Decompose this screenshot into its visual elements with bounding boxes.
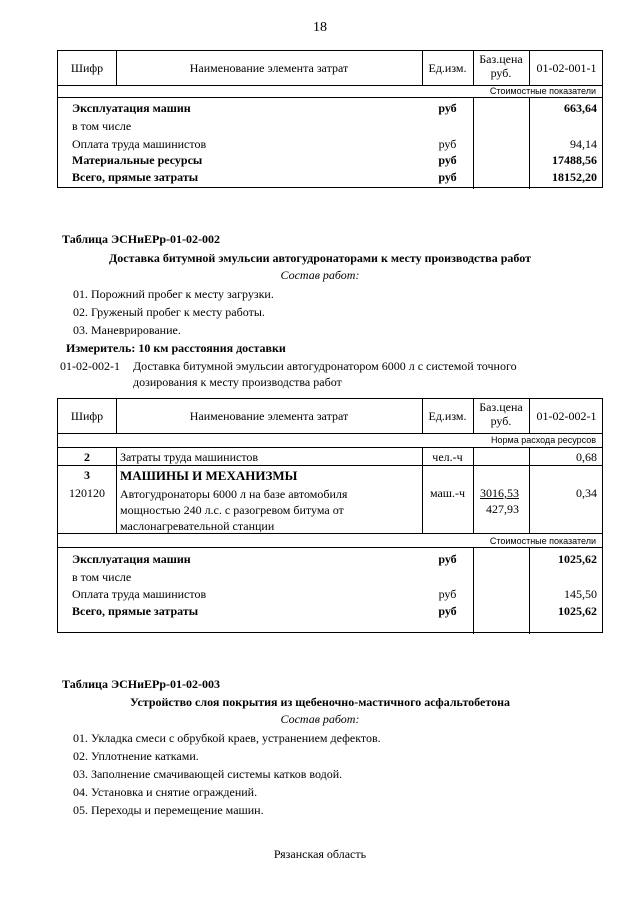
t1-row-value: 94,14 (570, 137, 597, 151)
t1-row-value: 663,64 (564, 101, 597, 115)
t2-row-name: Эксплуатация машин (72, 552, 191, 566)
work-step: 04. Установка и снятие ограждений. (73, 785, 258, 799)
machine-row-shifr: 120120 (69, 486, 105, 500)
t1-row-unit: руб (438, 101, 457, 115)
t2-row-unit: руб (438, 587, 457, 601)
t2-row-name: Оплата труда машинистов (72, 587, 207, 601)
header-shifr: Шифр (70, 61, 104, 75)
item-code: 01-02-002-1 (60, 359, 120, 373)
cost-table-1 (57, 50, 603, 188)
work-step: 02. Уплотнение катками. (73, 749, 199, 763)
machine-row-name: Автогудронаторы 6000 л на базе автомобиля мощностью 240 л.с. с разогревом битума от маслонагревательной станции (120, 487, 348, 533)
work-step: 03. Заполнение смачивающей системы катков водой. (73, 767, 343, 781)
work-step: 02. Груженый пробег к месту работы. (73, 305, 265, 319)
machines-group-name: МАШИНЫ И МЕХАНИЗМЫ (120, 468, 298, 483)
t1-row-unit: руб (438, 170, 457, 184)
table-title-003: Таблица ЭСНиЕРр-01-02-003 (62, 677, 221, 691)
t1-row-name: Эксплуатация машин (72, 101, 191, 115)
table2-section-label: Стоимостные показатели (489, 536, 596, 546)
t1-row-unit: руб (438, 153, 457, 167)
t1-row-name: Оплата труда машинистов (72, 137, 207, 151)
machine-row-price-bottom: 427,93 (486, 502, 519, 516)
t1-row-name: Материальные ресурсы (72, 153, 203, 167)
header-base-price: Баз.цена руб. (479, 400, 523, 428)
header-name: Наименование элемента затрат (189, 409, 349, 423)
t2-row-value: 1025,62 (558, 604, 597, 618)
page-footer: Рязанская область (273, 847, 367, 861)
section2-heading: Доставка битумной эмульсии автогудронаторами к месту производства работ (109, 251, 531, 265)
machines-group-shifr: 3 (84, 468, 90, 482)
cost-table-2 (57, 398, 603, 633)
t2-row-name: Всего, прямые затраты (72, 604, 199, 618)
machine-row-price-top: 3016,53 (480, 486, 519, 500)
header-unit: Ед.изм. (428, 409, 467, 423)
labor-row-name: Затраты труда машинистов (120, 450, 259, 464)
table1-code: 01-02-001-1 (536, 61, 597, 75)
t2-row-value: 145,50 (564, 587, 597, 601)
item-description: дозирования к месту производства работ (133, 375, 342, 389)
section3-heading: Устройство слоя покрытия из щебеночно-мастичного асфальтобетона (129, 695, 511, 709)
t1-row-unit: руб (438, 137, 457, 151)
table2-norm-label: Норма расхода ресурсов (491, 435, 596, 445)
work-step: 01. Порожний пробег к месту загрузки. (73, 287, 274, 301)
header-name: Наименование элемента затрат (189, 61, 349, 75)
section2-composition-label: Состав работ: (280, 268, 360, 282)
machine-row-value: 0,34 (576, 486, 597, 500)
table-title-002: Таблица ЭСНиЕРр-01-02-002 (62, 232, 221, 246)
labor-row-unit: чел.-ч (432, 450, 463, 464)
header-base-price: Баз.цена руб. (479, 52, 523, 80)
labor-row-shifr: 2 (84, 450, 90, 464)
work-step: 03. Маневрирование. (73, 323, 181, 337)
t2-row-name: в том числе (72, 570, 132, 584)
t1-row-name: Всего, прямые затраты (72, 170, 199, 184)
section3-composition-label: Состав работ: (280, 712, 360, 726)
work-step: 01. Укладка смеси с обрубкой краев, устранением дефектов. (73, 731, 381, 745)
item-description: Доставка битумной эмульсии автогудронатором 6000 л с системой точного (133, 359, 517, 373)
t1-row-value: 18152,20 (552, 170, 597, 184)
t2-row-value: 1025,62 (558, 552, 597, 566)
header-unit: Ед.изм. (428, 61, 467, 75)
work-step: 05. Переходы и перемещение машин. (73, 803, 264, 817)
t2-row-unit: руб (438, 604, 457, 618)
table1-section-label: Стоимостные показатели (489, 86, 596, 96)
machine-row-unit: маш.-ч (429, 486, 466, 500)
t1-row-name: в том числе (72, 119, 132, 133)
measure-unit: Измеритель: 10 км расстояния доставки (66, 341, 286, 355)
page-number: 18 (313, 20, 327, 35)
table2-code: 01-02-002-1 (536, 409, 597, 423)
header-shifr: Шифр (70, 409, 104, 423)
t1-row-value: 17488,56 (552, 153, 597, 167)
t2-row-unit: руб (438, 552, 457, 566)
labor-row-value: 0,68 (576, 450, 597, 464)
